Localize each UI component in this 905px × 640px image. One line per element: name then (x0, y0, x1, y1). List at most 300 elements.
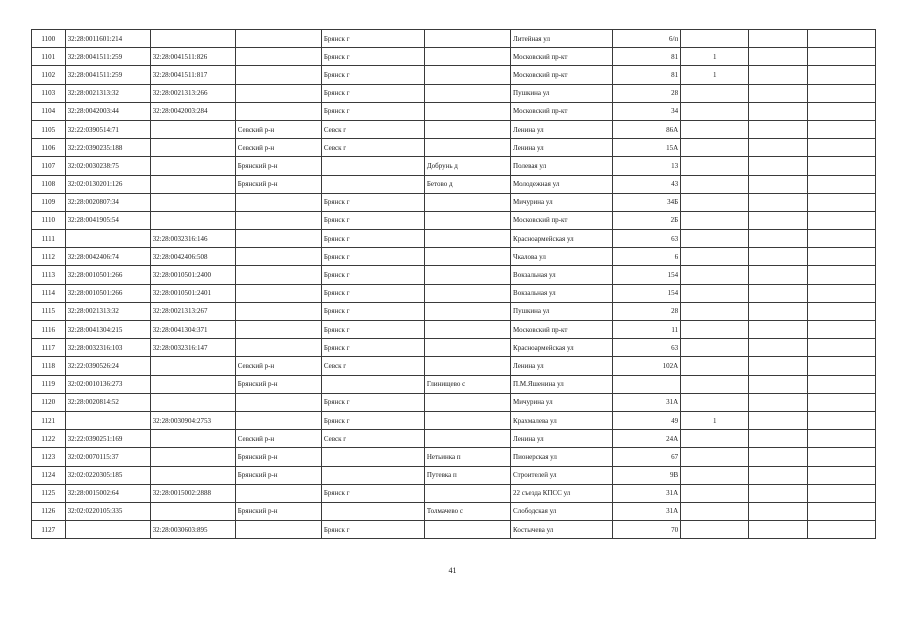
district-cell (235, 521, 321, 539)
extra-cell (749, 466, 807, 484)
flag-cell (681, 157, 749, 175)
flag-cell (681, 448, 749, 466)
district-cell (235, 230, 321, 248)
row-number-cell: 1124 (32, 466, 66, 484)
flag-cell (681, 284, 749, 302)
extra-cell (749, 84, 807, 102)
extra-cell (807, 321, 875, 339)
cadastral-number-cell: 32:22:0390251:169 (65, 430, 150, 448)
district-cell (235, 321, 321, 339)
house-number-cell: 154 (612, 266, 680, 284)
city-cell: Брянск г (321, 302, 424, 320)
row-number-cell: 1127 (32, 521, 66, 539)
city-cell (321, 157, 424, 175)
extra-cell (749, 120, 807, 138)
district-cell: Брянский р-н (235, 448, 321, 466)
flag-cell (681, 339, 749, 357)
settlement-cell: Нетьинка п (424, 448, 510, 466)
house-number-cell: 102А (612, 357, 680, 375)
flag-cell (681, 521, 749, 539)
cadastral-number-cell: 32:02:0130201:126 (65, 175, 150, 193)
street-cell: Вокзальная ул (511, 284, 613, 302)
object-cadastral-number-cell: 32:28:0030904:2753 (150, 411, 235, 429)
street-cell: Пионерская ул (511, 448, 613, 466)
city-cell (321, 375, 424, 393)
object-cadastral-number-cell: 32:28:0042406:508 (150, 248, 235, 266)
object-cadastral-number-cell (150, 393, 235, 411)
district-cell (235, 248, 321, 266)
house-number-cell: 28 (612, 302, 680, 320)
object-cadastral-number-cell (150, 157, 235, 175)
settlement-cell (424, 139, 510, 157)
extra-cell (749, 211, 807, 229)
city-cell: Севск г (321, 139, 424, 157)
object-cadastral-number-cell (150, 448, 235, 466)
district-cell (235, 211, 321, 229)
street-cell: Вокзальная ул (511, 266, 613, 284)
extra-cell (749, 375, 807, 393)
house-number-cell: 31А (612, 484, 680, 502)
district-cell (235, 193, 321, 211)
cadastral-number-cell: 32:02:0030238:75 (65, 157, 150, 175)
street-cell: Московский пр-кт (511, 102, 613, 120)
flag-cell (681, 211, 749, 229)
settlement-cell (424, 84, 510, 102)
extra-cell (749, 266, 807, 284)
settlement-cell (424, 393, 510, 411)
house-number-cell: 2Б (612, 211, 680, 229)
house-number-cell: 6 (612, 248, 680, 266)
extra-cell (749, 430, 807, 448)
flag-cell (681, 357, 749, 375)
extra-cell (807, 48, 875, 66)
object-cadastral-number-cell (150, 357, 235, 375)
cadastral-number-cell: 32:28:0041511:259 (65, 66, 150, 84)
city-cell: Севск г (321, 120, 424, 138)
street-cell: П.М.Яшенина ул (511, 375, 613, 393)
cadastral-number-cell: 32:22:0390526:24 (65, 357, 150, 375)
house-number-cell: 43 (612, 175, 680, 193)
cadastral-number-cell: 32:28:0042406:74 (65, 248, 150, 266)
cadastral-number-cell (65, 230, 150, 248)
city-cell: Севск г (321, 357, 424, 375)
row-number-cell: 1117 (32, 339, 66, 357)
city-cell: Севск г (321, 430, 424, 448)
extra-cell (807, 175, 875, 193)
object-cadastral-number-cell: 32:28:0030603:895 (150, 521, 235, 539)
flag-cell (681, 266, 749, 284)
city-cell (321, 175, 424, 193)
object-cadastral-number-cell (150, 466, 235, 484)
house-number-cell: 81 (612, 66, 680, 84)
table-row (32, 393, 876, 411)
object-cadastral-number-cell: 32:28:0032316:146 (150, 230, 235, 248)
house-number-cell: 63 (612, 339, 680, 357)
object-cadastral-number-cell (150, 175, 235, 193)
table-row (32, 120, 876, 138)
district-cell (235, 66, 321, 84)
house-number-cell: 11 (612, 321, 680, 339)
city-cell: Брянск г (321, 248, 424, 266)
city-cell: Брянск г (321, 211, 424, 229)
table-row (32, 139, 876, 157)
registry-table-body (32, 30, 876, 539)
extra-cell (807, 157, 875, 175)
settlement-cell: Добрунь д (424, 157, 510, 175)
district-cell (235, 302, 321, 320)
cadastral-number-cell: 32:28:0042003:44 (65, 102, 150, 120)
extra-cell (807, 466, 875, 484)
cadastral-number-cell: 32:22:0390514:71 (65, 120, 150, 138)
table-row (32, 193, 876, 211)
table-row (32, 30, 876, 48)
flag-cell (681, 230, 749, 248)
house-number-cell: 24А (612, 430, 680, 448)
district-cell (235, 266, 321, 284)
flag-cell (681, 484, 749, 502)
district-cell (235, 484, 321, 502)
row-number-cell: 1108 (32, 175, 66, 193)
cadastral-number-cell: 32:02:0010136:273 (65, 375, 150, 393)
extra-cell (807, 357, 875, 375)
row-number-cell: 1102 (32, 66, 66, 84)
extra-cell (749, 30, 807, 48)
house-number-cell (612, 375, 680, 393)
table-row (32, 502, 876, 520)
row-number-cell: 1125 (32, 484, 66, 502)
extra-cell (749, 321, 807, 339)
street-cell: Ленина ул (511, 120, 613, 138)
street-cell: Ленина ул (511, 139, 613, 157)
house-number-cell: 31А (612, 393, 680, 411)
cadastral-number-cell: 32:28:0041905:54 (65, 211, 150, 229)
settlement-cell (424, 193, 510, 211)
extra-cell (807, 230, 875, 248)
extra-cell (807, 66, 875, 84)
district-cell (235, 48, 321, 66)
cadastral-number-cell: 32:28:0041304:215 (65, 321, 150, 339)
row-number-cell: 1101 (32, 48, 66, 66)
object-cadastral-number-cell: 32:28:0042003:284 (150, 102, 235, 120)
row-number-cell: 1120 (32, 393, 66, 411)
street-cell: Мичурина ул (511, 393, 613, 411)
flag-cell (681, 84, 749, 102)
extra-cell (807, 339, 875, 357)
row-number-cell: 1122 (32, 430, 66, 448)
flag-cell (681, 375, 749, 393)
row-number-cell: 1103 (32, 84, 66, 102)
cadastral-number-cell: 32:28:0015002:64 (65, 484, 150, 502)
table-row (32, 484, 876, 502)
house-number-cell: 34Б (612, 193, 680, 211)
cadastral-number-cell: 32:22:0390235:188 (65, 139, 150, 157)
extra-cell (807, 193, 875, 211)
extra-cell (807, 139, 875, 157)
settlement-cell (424, 30, 510, 48)
table-row (32, 339, 876, 357)
object-cadastral-number-cell: 32:28:0015002:2888 (150, 484, 235, 502)
extra-cell (749, 357, 807, 375)
extra-cell (749, 193, 807, 211)
table-row (32, 302, 876, 320)
flag-cell (681, 30, 749, 48)
extra-cell (807, 84, 875, 102)
house-number-cell: 154 (612, 284, 680, 302)
district-cell: Брянский р-н (235, 466, 321, 484)
page-number: 41 (448, 566, 457, 575)
flag-cell (681, 120, 749, 138)
city-cell: Брянск г (321, 321, 424, 339)
extra-cell (749, 230, 807, 248)
table-row (32, 230, 876, 248)
street-cell: Литейная ул (511, 30, 613, 48)
flag-cell (681, 248, 749, 266)
row-number-cell: 1114 (32, 284, 66, 302)
district-cell: Брянский р-н (235, 157, 321, 175)
row-number-cell: 1113 (32, 266, 66, 284)
district-cell (235, 30, 321, 48)
city-cell: Брянск г (321, 266, 424, 284)
extra-cell (749, 284, 807, 302)
flag-cell (681, 430, 749, 448)
district-cell (235, 339, 321, 357)
city-cell: Брянск г (321, 284, 424, 302)
district-cell (235, 102, 321, 120)
house-number-cell: 13 (612, 157, 680, 175)
row-number-cell: 1109 (32, 193, 66, 211)
row-number-cell: 1115 (32, 302, 66, 320)
extra-cell (807, 393, 875, 411)
cadastral-number-cell: 32:28:0021313:32 (65, 302, 150, 320)
object-cadastral-number-cell: 32:28:0041304:371 (150, 321, 235, 339)
row-number-cell: 1112 (32, 248, 66, 266)
extra-cell (807, 448, 875, 466)
cadastral-number-cell: 32:28:0011601:214 (65, 30, 150, 48)
city-cell: Брянск г (321, 339, 424, 357)
row-number-cell: 1107 (32, 157, 66, 175)
row-number-cell: 1123 (32, 448, 66, 466)
settlement-cell (424, 211, 510, 229)
extra-cell (749, 302, 807, 320)
street-cell: Ленина ул (511, 357, 613, 375)
row-number-cell: 1100 (32, 30, 66, 48)
extra-cell (749, 139, 807, 157)
house-number-cell: 15А (612, 139, 680, 157)
house-number-cell: 63 (612, 230, 680, 248)
city-cell: Брянск г (321, 66, 424, 84)
street-cell: Слободская ул (511, 502, 613, 520)
extra-cell (807, 521, 875, 539)
cadastral-number-cell (65, 521, 150, 539)
flag-cell: 1 (681, 66, 749, 84)
street-cell: Костычева ул (511, 521, 613, 539)
table-row (32, 375, 876, 393)
settlement-cell (424, 339, 510, 357)
table-row (32, 284, 876, 302)
settlement-cell (424, 284, 510, 302)
row-number-cell: 1119 (32, 375, 66, 393)
extra-cell (749, 502, 807, 520)
flag-cell: 1 (681, 411, 749, 429)
flag-cell (681, 393, 749, 411)
table-row (32, 321, 876, 339)
extra-cell (807, 266, 875, 284)
table-row (32, 466, 876, 484)
object-cadastral-number-cell: 32:28:0032316:147 (150, 339, 235, 357)
street-cell: Чкалова ул (511, 248, 613, 266)
district-cell (235, 393, 321, 411)
row-number-cell: 1106 (32, 139, 66, 157)
street-cell: Пушкина ул (511, 84, 613, 102)
street-cell: 22 съезда КПСС ул (511, 484, 613, 502)
extra-cell (807, 430, 875, 448)
settlement-cell: Бетово д (424, 175, 510, 193)
row-number-cell: 1126 (32, 502, 66, 520)
settlement-cell: Толмачево с (424, 502, 510, 520)
house-number-cell: 34 (612, 102, 680, 120)
district-cell: Севский р-н (235, 430, 321, 448)
settlement-cell: Путевка п (424, 466, 510, 484)
city-cell: Брянск г (321, 48, 424, 66)
table-row (32, 175, 876, 193)
row-number-cell: 1111 (32, 230, 66, 248)
street-cell: Московский пр-кт (511, 48, 613, 66)
settlement-cell (424, 302, 510, 320)
object-cadastral-number-cell (150, 120, 235, 138)
object-cadastral-number-cell: 32:28:0041511:826 (150, 48, 235, 66)
flag-cell (681, 302, 749, 320)
city-cell: Брянск г (321, 393, 424, 411)
flag-cell: 1 (681, 48, 749, 66)
cadastral-number-cell: 32:28:0041511:259 (65, 48, 150, 66)
house-number-cell: 81 (612, 48, 680, 66)
flag-cell (681, 102, 749, 120)
city-cell: Брянск г (321, 411, 424, 429)
registry-table (31, 29, 876, 539)
settlement-cell (424, 266, 510, 284)
house-number-cell: 49 (612, 411, 680, 429)
settlement-cell: Глинищево с (424, 375, 510, 393)
cadastral-number-cell: 32:28:0010501:266 (65, 284, 150, 302)
extra-cell (749, 48, 807, 66)
extra-cell (807, 375, 875, 393)
extra-cell (807, 502, 875, 520)
city-cell: Брянск г (321, 30, 424, 48)
object-cadastral-number-cell: 32:28:0021313:266 (150, 84, 235, 102)
district-cell (235, 411, 321, 429)
table-row (32, 66, 876, 84)
settlement-cell (424, 430, 510, 448)
extra-cell (749, 521, 807, 539)
district-cell: Брянский р-н (235, 502, 321, 520)
cadastral-number-cell: 32:28:0010501:266 (65, 266, 150, 284)
district-cell (235, 84, 321, 102)
house-number-cell: 9В (612, 466, 680, 484)
settlement-cell (424, 248, 510, 266)
object-cadastral-number-cell: 32:28:0010501:2401 (150, 284, 235, 302)
flag-cell (681, 175, 749, 193)
extra-cell (807, 120, 875, 138)
extra-cell (749, 411, 807, 429)
settlement-cell (424, 66, 510, 84)
flag-cell (681, 466, 749, 484)
house-number-cell: 86А (612, 120, 680, 138)
settlement-cell (424, 48, 510, 66)
flag-cell (681, 321, 749, 339)
street-cell: Московский пр-кт (511, 66, 613, 84)
house-number-cell: 6/п (612, 30, 680, 48)
street-cell: Крахмалева ул (511, 411, 613, 429)
city-cell (321, 448, 424, 466)
extra-cell (807, 248, 875, 266)
house-number-cell: 70 (612, 521, 680, 539)
row-number-cell: 1105 (32, 120, 66, 138)
extra-cell (749, 339, 807, 357)
extra-cell (749, 393, 807, 411)
table-row (32, 84, 876, 102)
settlement-cell (424, 102, 510, 120)
city-cell: Брянск г (321, 193, 424, 211)
table-row (32, 157, 876, 175)
city-cell: Брянск г (321, 230, 424, 248)
table-row (32, 430, 876, 448)
cadastral-number-cell: 32:28:0020814:52 (65, 393, 150, 411)
city-cell (321, 502, 424, 520)
extra-cell (807, 284, 875, 302)
extra-cell (749, 157, 807, 175)
object-cadastral-number-cell: 32:28:0010501:2400 (150, 266, 235, 284)
settlement-cell (424, 120, 510, 138)
table-row (32, 48, 876, 66)
cadastral-number-cell: 32:28:0021313:32 (65, 84, 150, 102)
cadastral-number-cell (65, 411, 150, 429)
street-cell: Московский пр-кт (511, 321, 613, 339)
table-row (32, 521, 876, 539)
house-number-cell: 67 (612, 448, 680, 466)
city-cell: Брянск г (321, 484, 424, 502)
cadastral-number-cell: 32:02:0220305:185 (65, 466, 150, 484)
street-cell: Мичурина ул (511, 193, 613, 211)
street-cell: Полевая ул (511, 157, 613, 175)
extra-cell (749, 102, 807, 120)
object-cadastral-number-cell (150, 30, 235, 48)
extra-cell (749, 448, 807, 466)
street-cell: Пушкина ул (511, 302, 613, 320)
house-number-cell: 31А (612, 502, 680, 520)
object-cadastral-number-cell: 32:28:0041511:817 (150, 66, 235, 84)
object-cadastral-number-cell (150, 375, 235, 393)
object-cadastral-number-cell (150, 139, 235, 157)
district-cell: Севский р-н (235, 120, 321, 138)
district-cell: Брянский р-н (235, 375, 321, 393)
district-cell (235, 284, 321, 302)
object-cadastral-number-cell (150, 430, 235, 448)
street-cell: Красноармейская ул (511, 230, 613, 248)
settlement-cell (424, 521, 510, 539)
street-cell: Ленина ул (511, 430, 613, 448)
street-cell: Строителей ул (511, 466, 613, 484)
object-cadastral-number-cell: 32:28:0021313:267 (150, 302, 235, 320)
street-cell: Молодежная ул (511, 175, 613, 193)
cadastral-number-cell: 32:28:0020807:34 (65, 193, 150, 211)
extra-cell (807, 302, 875, 320)
extra-cell (807, 30, 875, 48)
city-cell: Брянск г (321, 102, 424, 120)
district-cell: Брянский р-н (235, 175, 321, 193)
table-row (32, 357, 876, 375)
city-cell (321, 466, 424, 484)
flag-cell (681, 193, 749, 211)
